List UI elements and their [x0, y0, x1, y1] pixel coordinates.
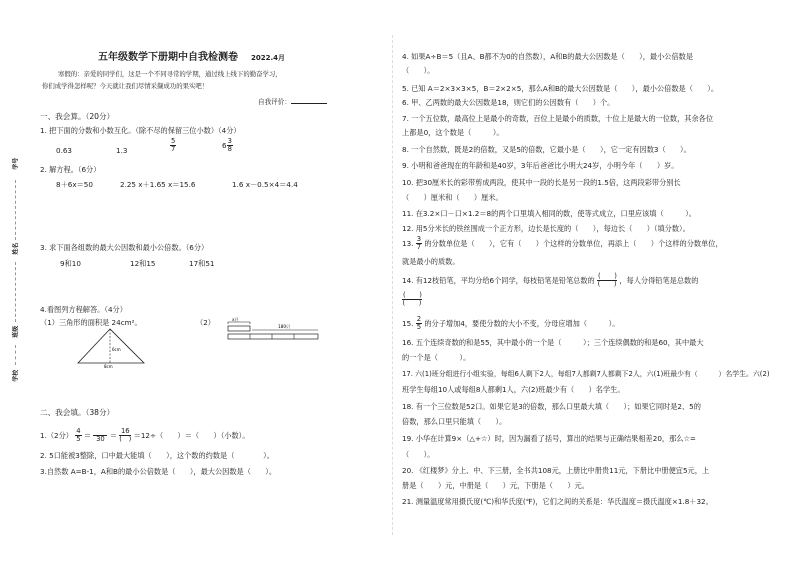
right-q17: 17. 六(1)班分组进行小组实验，每组6人剩下2人，每组7人都剩7人都剩下2人，六(1)班最少有（ ）名学生。六(2) [402, 370, 770, 378]
right-q6: 6. 甲、乙两数的最大公因数是18，则它们的公因数有（ ）个。 [402, 98, 615, 107]
fill-1: 1.（2分） $\frac{4}{5}$ ＝ 30 ＝ $\frac{16}{( )}$ ＝12÷（ ）＝（ ）（小数）。 [40, 427, 250, 443]
q1-mixed-6-3-8: 6 $\frac{3}{8}$ [222, 137, 232, 153]
side-label-student-id: 学号 [12, 157, 20, 170]
bar-row-1 [228, 326, 250, 331]
right-q21: 21. 测量温度常用摄氏度(℃)和华氏度(℉)，它们之间的关系是：华氏温度＝摄氏温度×1.8＋32。 [402, 497, 713, 506]
right-q19-cont: （ ）。 [402, 450, 435, 459]
right-q15: 15. $\frac{2}{5}$ 的分子增加4，要使分数的大小不变，分母应增加（ ）。 [402, 315, 620, 331]
right-q13-cont: 就是最小的质数。 [402, 257, 460, 266]
right-q7: 7. 一个五位数，最高位上是最小的奇数，百位上是最小的质数，十位上是最大的一位数，其余各位 [402, 114, 714, 123]
q4-sub-2: （2） [196, 318, 215, 327]
bar-top-label: x只 [232, 317, 239, 322]
exam-date: 2022.4月 [251, 54, 286, 62]
right-q20-cont: 册是（ ）元，中册是（ ）元，下册是（ ）元。 [402, 481, 589, 490]
side-label-class: 班级 [12, 325, 20, 338]
column-divider [392, 35, 393, 535]
self-eval-blank[interactable] [291, 97, 327, 104]
q14-blank-fraction-2[interactable]: $\frac{( )}{( )}$ [402, 291, 422, 307]
right-q5: 5. 已知 A＝2×3×3×5，B＝2×2×5，那么A和B的最大公因数是（ ），最小公倍数是（ ）。 [402, 84, 719, 93]
q13-fraction: $\frac{3}{7}$ [416, 235, 422, 251]
triangle-shape [78, 329, 144, 363]
right-q12: 12. 用5分米长的铁丝围成一个正方形，边长是长度的（ ），每边长（ ）（填分数）。 [402, 224, 690, 233]
fill-1-frac-c[interactable]: $\frac{16}{( )}$ [119, 427, 132, 443]
intro-line-2: 你们成学得怎样呢？今天就让我们尽情采撷成功的果实吧！ [42, 82, 209, 90]
page-title: 五年级数学下册期中自我检测卷 [98, 52, 238, 63]
right-q20: 20. 《红楼梦》分上、中、下三册，全书共108元，上册比中册贵11元，下册比中册便宜5元，上 [402, 466, 710, 475]
bar-diagram [222, 316, 322, 350]
self-eval-label [258, 97, 327, 106]
equation-1: 8＋6x＝50 [56, 180, 93, 189]
right-q13: 13. $\frac{3}{7}$ 的分数单位是（ ），它有（ ）个这样的分数单位，再添上（ ）个这样的分数单位， [402, 235, 723, 251]
right-q17-cont: 班学生每组10人或每组8人都剩1人，六(2)班最少有（ ）名学生。 [402, 385, 625, 394]
triangle-base-label: 8cm [104, 364, 113, 369]
right-q10-cont: （ ）厘米和（ ）厘米。 [402, 193, 503, 202]
gcd-pair-2: 12和15 [130, 259, 156, 268]
right-q16: 16. 五个连续奇数的和是55，其中最小的一个是（ ）；三个连续偶数的和是60，其中最大 [402, 338, 704, 347]
dashed-line [15, 345, 16, 365]
right-q4-cont: （ ）。 [402, 66, 435, 75]
dashed-line [15, 262, 16, 322]
fill-2: 2. 5口能被3整除，口中最大能填（ ），这个数的约数是（ ）。 [40, 451, 274, 460]
right-q8: 8. 一个自然数，既是2的倍数，又是5的倍数，它最小是（ ），它一定有因数3（ ）。 [402, 145, 691, 154]
dashed-line [15, 180, 16, 240]
question-1-title: 1. 把下面的分数和小数互化。（除不尽的保留三位小数）（4分） [40, 126, 241, 135]
right-q7-cont: 上都是0，这个数是（ ）。 [402, 128, 504, 137]
side-label-name: 姓名 [12, 242, 20, 255]
fill-1-frac-a: $\frac{4}{5}$ [76, 427, 81, 443]
right-q10: 10. 把30厘米长的彩带剪成两段，使其中一段的长是另一段的1.5倍，这两段彩带分别长 [402, 178, 681, 187]
right-q11: 11. 在3.2×口－口×1.2＝8的两个口里填入相同的数，使等式成立，口里应该填（ ）。 [402, 209, 696, 218]
section-1-heading: 一、我会算。（20分） [40, 112, 115, 121]
right-q14: 14. 有12枝铅笔，平均分给6个同学，每枝铅笔是铅笔总数的 $\frac{( )}{( )}$ ，每人分得铅笔是总数的 [402, 272, 699, 288]
top-brace [228, 322, 250, 324]
section-2-heading: 二、我会填。（38分） [40, 408, 115, 417]
question-3-title: 3. 求下面各组数的最大公因数和最小公倍数。（6分） [40, 243, 209, 252]
self-eval-text: 自我评价： [258, 98, 291, 106]
q1-fraction-5-7: $\frac{5}{7}$ [171, 137, 176, 153]
right-q18: 18. 有一个三位数是52口。如果它是3的倍数，那么口里最大填（ ）；如果它同时是2、5的 [402, 402, 701, 411]
bar-right-label: 180只 [278, 324, 291, 329]
triangle-height-label: 6cm [112, 347, 121, 352]
question-4-title: 4.看图列方程解答。（4分） [40, 305, 127, 314]
fill-1-frac-b[interactable]: 30 [93, 428, 107, 443]
right-q19: 19. 小华在计算9×（△+☆）时，因为漏看了括号，算出的结果与正确结果相差20，那么☆= [402, 434, 696, 443]
bar-row-2 [228, 334, 318, 339]
right-q16-cont: 的一个是（ ）。 [402, 353, 471, 362]
triangle-figure [72, 327, 152, 369]
intro-line-1: 寒假的：亲爱的同学们，这是一个不同寻常的学期，通过线上线下的勤奋学习， [58, 70, 282, 78]
gcd-pair-3: 17和51 [189, 259, 215, 268]
question-2-title: 2. 解方程。（6分） [40, 165, 101, 174]
right-q9: 9. 小明和爸爸现在的年龄和是40岁，3年后爸爸比小明大24岁，小明今年（ ）岁。 [402, 161, 679, 170]
side-label-school: 学校 [12, 369, 20, 382]
q4-sub-1: （1）三角形的面积是 24cm²。 [40, 318, 142, 327]
q14-blank-fraction-1[interactable]: $\frac{( )}{( )}$ [597, 272, 617, 288]
gcd-pair-1: 9和10 [60, 259, 81, 268]
binding-strip [6, 150, 24, 410]
right-q18-cont: 倍数，那么口里只能填（ ）。 [402, 417, 507, 426]
equation-2: 2.25 x＋1.65 x＝15.6 [120, 180, 196, 189]
q15-fraction: $\frac{2}{5}$ [416, 315, 422, 331]
right-q4: 4. 如果A÷B＝5（且A、B都不为0的自然数），A和B的最大公因数是（ ），最小公倍数是 [402, 52, 694, 61]
q1-item-0.63: 0.63 [56, 146, 73, 155]
equation-3: 1.6 x－0.5×4＝4.4 [232, 180, 298, 189]
fill-3: 3.自然数 A=B-1，A和B的最小公倍数是（ ），最大公因数是（ ）。 [40, 467, 277, 476]
q1-item-1.3: 1.3 [116, 146, 128, 155]
